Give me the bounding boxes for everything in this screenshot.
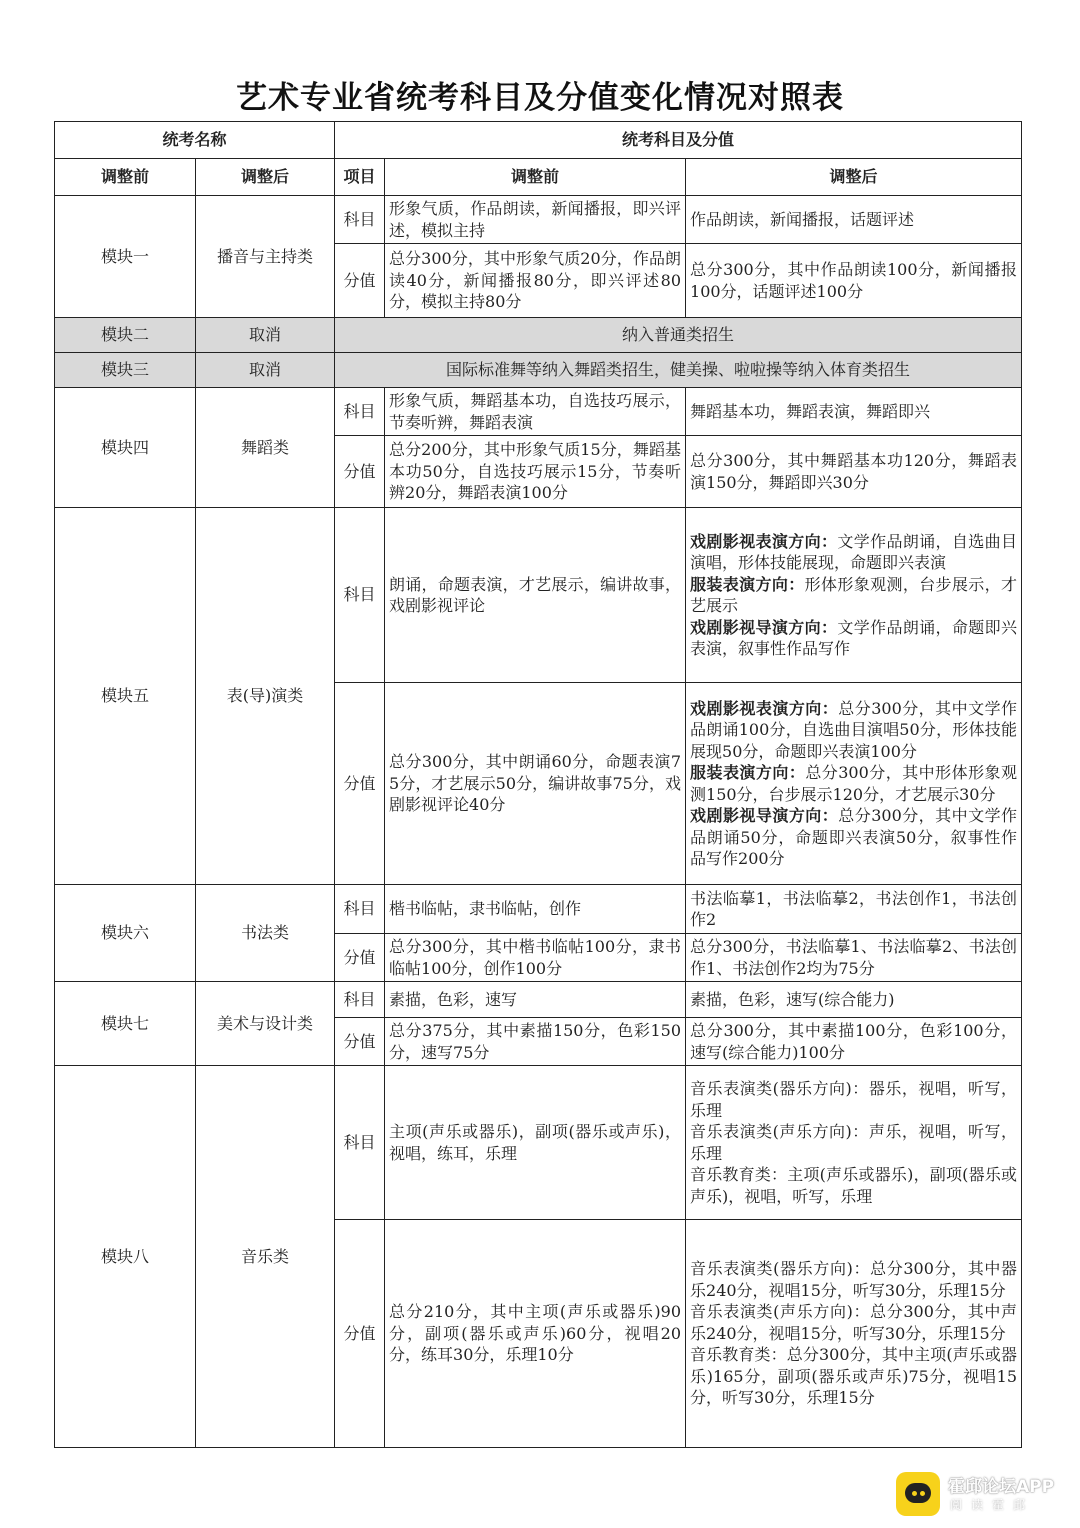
header-item: 项目 — [335, 159, 385, 196]
module-after: 取消 — [196, 353, 335, 388]
subject-after: 舞蹈基本功，舞蹈表演，舞蹈即兴 — [686, 388, 1022, 436]
direction-text: 总分300分，其中形体形象观测150分，台步展示120分，才艺展示30分 — [690, 763, 1018, 804]
direction-label: 戏剧影视导演方向： — [690, 806, 839, 825]
module-before: 模块三 — [55, 353, 196, 388]
score-after: 总分300分，书法临摹1、书法临摹2、书法创作1、书法创作2均为75分 — [686, 934, 1022, 982]
header-name-group: 统考名称 — [55, 122, 335, 159]
direction-text: 总分300分，其中文学作品朗诵50分，命题即兴表演50分，叙事性作品写作200分 — [690, 806, 1018, 868]
score-before: 总分200分，其中形象气质15分，舞蹈基本功50分，自选技巧展示15分，节奏听辨20分，舞蹈表演100分 — [385, 436, 686, 508]
subject-before: 形象气质，舞蹈基本功，自选技巧展示，节奏听辨，舞蹈表演 — [385, 388, 686, 436]
module-after: 书法类 — [196, 885, 335, 982]
direction-label: 戏剧影视导演方向： — [690, 617, 838, 637]
item-label: 分值 — [335, 1018, 385, 1066]
module-before: 模块五 — [55, 508, 196, 885]
module-after: 音乐类 — [196, 1066, 335, 1448]
item-label: 科目 — [335, 885, 385, 934]
chat-bubble-icon — [896, 1472, 940, 1516]
module-before: 模块八 — [55, 1066, 196, 1448]
watermark-sub: 阅读霍邱 — [950, 1498, 1035, 1512]
subject-before: 素描，色彩，速写 — [385, 982, 686, 1018]
module-note: 纳入普通类招生 — [335, 318, 1022, 353]
music-line: 音乐表演类(声乐方向)：声乐，视唱，听写，乐理 — [690, 1122, 1018, 1163]
item-label: 分值 — [335, 1220, 385, 1448]
header-after: 调整后 — [196, 159, 335, 196]
direction-label: 戏剧影视表演方向： — [690, 531, 838, 551]
score-before: 总分300分，其中朗诵60分，命题表演75分，才艺展示50分，编讲故事75分，戏剧影视评论40分 — [385, 683, 686, 885]
item-label: 科目 — [335, 508, 385, 683]
music-line: 音乐表演类(器乐方向)：总分300分，其中器乐240分，视唱15分，听写30分，乐理15分 — [690, 1259, 1018, 1300]
direction-text: 文学作品朗诵，命题即兴表演，叙事性作品写作 — [690, 617, 1018, 658]
page-title: 艺术专业省统考科目及分值变化情况对照表 — [236, 80, 844, 116]
module-after: 取消 — [196, 318, 335, 353]
music-line: 音乐表演类(器乐方向)：器乐，视唱，听写，乐理 — [690, 1079, 1018, 1120]
score-after: 总分300分，其中舞蹈基本功120分，舞蹈表演150分，舞蹈即兴30分 — [686, 436, 1022, 508]
score-before: 总分300分，其中楷书临帖100分，隶书临帖100分，创作100分 — [385, 934, 686, 982]
subject-before: 朗诵，命题表演，才艺展示，编讲故事，戏剧影视评论 — [385, 508, 686, 683]
direction-label: 服装表演方向： — [690, 763, 806, 782]
item-label: 科目 — [335, 196, 385, 244]
header-row-2 — [55, 159, 1022, 196]
score-before: 总分375分，其中素描150分，色彩150分，速写75分 — [385, 1018, 686, 1066]
score-after: 总分300分，其中作品朗读100分，新闻播报100分，话题评述100分 — [686, 244, 1022, 318]
table-row-m7-subject — [55, 982, 1022, 1018]
score-before: 总分300分，其中形象气质20分，作品朗读40分，新闻播报80分，即兴评述80分，模拟主持80分 — [385, 244, 686, 318]
module-before: 模块一 — [55, 196, 196, 318]
direction-label: 戏剧影视表演方向： — [690, 698, 839, 718]
subject-before: 楷书临帖，隶书临帖，创作 — [385, 885, 686, 934]
module-before: 模块二 — [55, 318, 196, 353]
module-after: 播音与主持类 — [196, 196, 335, 318]
direction-label: 服装表演方向： — [690, 574, 805, 594]
subject-before: 形象气质，作品朗读，新闻播报，即兴评述，模拟主持 — [385, 196, 686, 244]
app-watermark — [896, 1468, 1066, 1518]
score-after — [686, 1220, 1022, 1448]
module-after: 表(导)演类 — [196, 508, 335, 885]
subject-after — [686, 508, 1022, 683]
subject-after: 书法临摹1，书法临摹2，书法创作1，书法创作2 — [686, 885, 1022, 934]
item-label: 分值 — [335, 436, 385, 508]
music-line: 音乐教育类：主项(声乐或器乐)，副项(器乐或声乐)，视唱，听写，乐理 — [690, 1165, 1018, 1206]
item-label: 科目 — [335, 1066, 385, 1220]
table-row-m4-subject — [55, 388, 1022, 436]
subject-after: 素描，色彩，速写(综合能力) — [686, 982, 1022, 1018]
watermark-name: 霍邱论坛APP — [948, 1477, 1055, 1497]
module-before: 模块六 — [55, 885, 196, 982]
module-before: 模块七 — [55, 982, 196, 1066]
item-label: 分值 — [335, 683, 385, 885]
table-row-m3 — [55, 353, 1022, 388]
item-label: 分值 — [335, 934, 385, 982]
table-row-m1-subject — [55, 196, 1022, 244]
table-row-m6-subject — [55, 885, 1022, 934]
module-note: 国际标准舞等纳入舞蹈类招生，健美操、啦啦操等纳入体育类招生 — [335, 353, 1022, 388]
comparison-table — [54, 121, 1022, 1448]
module-after: 美术与设计类 — [196, 982, 335, 1066]
item-label: 科目 — [335, 982, 385, 1018]
subject-after — [686, 1066, 1022, 1220]
music-line: 音乐表演类(声乐方向)：总分300分，其中声乐240分，视唱15分，听写30分，乐理15分 — [690, 1302, 1018, 1343]
score-after: 总分300分，其中素描100分，色彩100分，速写(综合能力)100分 — [686, 1018, 1022, 1066]
header-before: 调整前 — [55, 159, 196, 196]
subject-before: 主项(声乐或器乐)，副项(器乐或声乐)，视唱，练耳，乐理 — [385, 1066, 686, 1220]
item-label: 分值 — [335, 244, 385, 318]
score-before: 总分210分，其中主项(声乐或器乐)90分，副项(器乐或声乐)60分，视唱20分，练耳30分，乐理10分 — [385, 1220, 686, 1448]
table-row-m8-subject — [55, 1066, 1022, 1220]
subject-after: 作品朗读，新闻播报，话题评述 — [686, 196, 1022, 244]
direction-text: 总分300分，其中文学作品朗诵100分，自选曲目演唱50分，形体技能展现50分，命题即兴表演100分 — [690, 698, 1018, 761]
module-before: 模块四 — [55, 388, 196, 508]
score-after — [686, 683, 1022, 885]
header-sub-after: 调整后 — [686, 159, 1022, 196]
direction-text: 文学作品朗诵，自选曲目演唱，形体技能展现，命题即兴表演 — [690, 531, 1018, 572]
module-after: 舞蹈类 — [196, 388, 335, 508]
header-sub-before: 调整前 — [385, 159, 686, 196]
direction-text: 形体形象观测，台步展示，才艺展示 — [690, 574, 1018, 615]
table-row-m2 — [55, 318, 1022, 353]
table-row-m5-subject — [55, 508, 1022, 683]
header-row-1 — [55, 122, 1022, 159]
music-line: 音乐教育类：总分300分，其中主项(声乐或器乐)165分，副项(器乐或声乐)75分，视唱15分，听写30分，乐理15分 — [690, 1345, 1018, 1408]
item-label: 科目 — [335, 388, 385, 436]
header-subject-group: 统考科目及分值 — [335, 122, 1022, 159]
